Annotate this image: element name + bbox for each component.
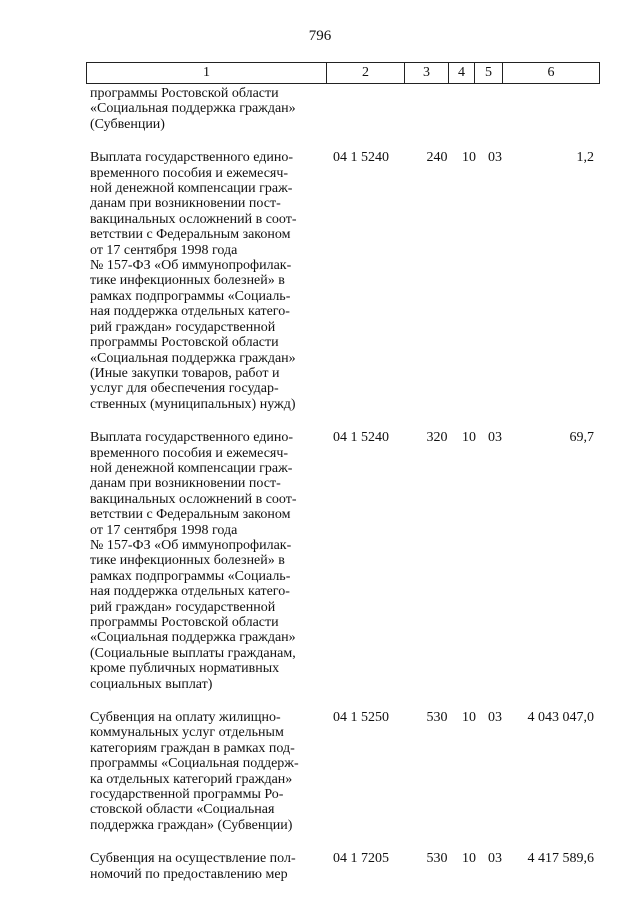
row-vr: 320 (426, 430, 448, 446)
table-row (86, 150, 600, 412)
header-col-6: 6 (547, 65, 555, 80)
row-code: 04 1 5250 (333, 710, 389, 726)
description-line: № 157-ФЗ «Об иммунопрофилак- (90, 537, 292, 553)
row-pr: 03 (488, 150, 502, 166)
row-pr: 03 (488, 710, 502, 726)
description-line: государственной программы Ро- (90, 787, 284, 803)
description-line: данам при возникновении пост- (90, 476, 281, 492)
description-line: «Социальная поддержка граждан» (90, 630, 296, 646)
row-gap (86, 833, 600, 851)
description-line: социальных выплат) (90, 676, 213, 692)
description-line: Выплата государственного едино- (90, 430, 294, 446)
description-line: ной денежной компенсации граж- (90, 181, 293, 197)
description-line: вакцинальных осложнений в соот- (90, 491, 297, 507)
description-line: ка отдельных категорий граждан» (90, 771, 293, 787)
row-sum: 4 417 589,6 (527, 851, 594, 867)
row-rz: 10 (462, 851, 476, 867)
header-col-2: 2 (327, 63, 405, 83)
description-line: вакцинальных осложнений в соот- (90, 211, 297, 227)
description-line: ной денежной компенсации граж- (90, 460, 293, 476)
description-line: Субвенция на осуществление пол- (90, 851, 296, 867)
row-pr: 03 (488, 851, 502, 867)
description-line: программы Ростовской области (90, 335, 279, 351)
description-line: рамках подпрограммы «Социаль- (90, 288, 291, 304)
table-body (86, 86, 600, 882)
description-line: данам при возникновении пост- (90, 196, 281, 212)
description-line: ветствии с Федеральным законом (90, 507, 291, 523)
row-gap (86, 412, 600, 430)
description-line: ная поддержка отдельных катего- (90, 584, 290, 600)
description-line: «Социальная поддержка граждан» (90, 101, 296, 117)
header-col-5: 5 (475, 63, 503, 83)
row-description (86, 430, 323, 692)
row-gap (86, 692, 600, 710)
description-line: рий граждан» государственной (90, 599, 276, 615)
row-code: 04 1 7205 (333, 851, 389, 867)
description-line: (Субвенции) (90, 116, 165, 132)
row-sum: 4 043 047,0 (527, 710, 594, 726)
header-col-4: 4 (449, 63, 475, 83)
description-line: (Социальные выплаты гражданам, (90, 645, 296, 661)
description-line: программы «Социальная поддерж- (90, 756, 299, 772)
header-col-1: 1 (87, 63, 327, 83)
table-row (86, 710, 600, 833)
description-line: № 157-ФЗ «Об иммунопрофилак- (90, 258, 292, 274)
row-vr: 530 (426, 851, 448, 867)
description-line: рамках подпрограммы «Социаль- (90, 568, 291, 584)
description-line: категориям граждан в рамках под- (90, 740, 295, 756)
row-sum: 1,2 (576, 150, 594, 166)
description-line: стовской области «Социальная (90, 802, 275, 818)
row-description (86, 710, 323, 833)
row-rz: 10 (462, 710, 476, 726)
row-description (86, 150, 323, 412)
row-pr: 03 (488, 430, 502, 446)
description-line: ная поддержка отдельных катего- (90, 304, 290, 320)
page-number: 796 (308, 28, 332, 44)
row-code: 04 1 5240 (333, 150, 389, 166)
description-line: тике инфекционных болезней» в (90, 273, 285, 289)
row-vr: 530 (426, 710, 448, 726)
table-row (86, 430, 600, 692)
row-description (86, 86, 323, 132)
description-line: услуг для обеспечения государ- (90, 381, 279, 397)
row-pr (482, 86, 508, 132)
row-sum (508, 86, 598, 132)
row-rz: 10 (462, 150, 476, 166)
description-line: временного пособия и ежемесяч- (90, 445, 289, 461)
description-line: программы Ростовской области (90, 615, 279, 630)
description-line: ветствии с Федеральным законом (90, 227, 291, 243)
description-line: программы Ростовской области (90, 86, 279, 101)
description-line: от 17 сентября 1998 года (90, 242, 238, 258)
description-line: (Иные закупки товаров, работ и (90, 365, 280, 381)
description-line: тике инфекционных болезней» в (90, 553, 285, 569)
description-line: Выплата государственного едино- (90, 150, 294, 166)
header-col-3: 3 (405, 63, 449, 83)
table-row (86, 86, 600, 132)
table-row (86, 851, 600, 882)
row-code (323, 86, 418, 132)
row-rz (456, 86, 482, 132)
description-line: ственных (муниципальных) нужд) (90, 396, 296, 412)
description-line: номочий по предоставлению мер (90, 866, 288, 882)
row-vr (418, 86, 456, 132)
description-line: коммунальных услуг отдельным (90, 725, 284, 741)
description-line: от 17 сентября 1998 года (90, 522, 238, 538)
description-line: временного пособия и ежемесяч- (90, 165, 289, 181)
description-line: поддержка граждан» (Субвенции) (90, 817, 293, 833)
row-gap (86, 132, 600, 150)
row-vr: 240 (426, 150, 448, 166)
row-code: 04 1 5240 (333, 430, 389, 446)
description-line: Субвенция на оплату жилищно- (90, 710, 281, 726)
row-sum: 69,7 (569, 430, 594, 446)
description-line: кроме публичных нормативных (90, 661, 280, 677)
description-line: рий граждан» государственной (90, 319, 276, 335)
description-line: «Социальная поддержка граждан» (90, 350, 296, 366)
row-description (86, 851, 323, 882)
table-header (86, 62, 600, 84)
row-rz: 10 (462, 430, 476, 446)
